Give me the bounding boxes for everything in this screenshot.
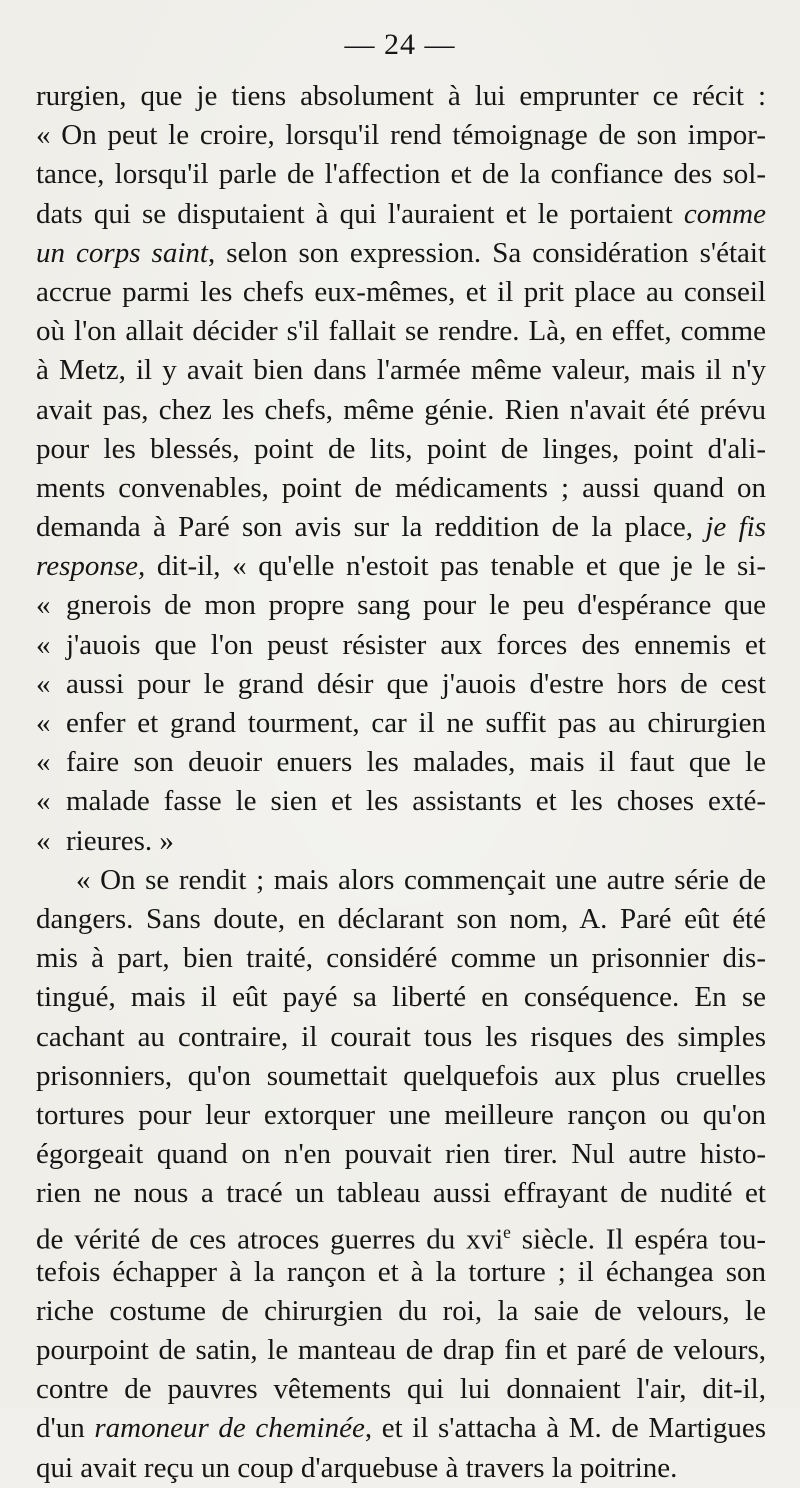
quote-mark: « bbox=[36, 628, 51, 661]
line-text: prisonniers, qu'on soumettait quelquefois aux plus cruelles bbox=[36, 1059, 766, 1092]
text-line bbox=[36, 1449, 766, 1488]
line-text: pourpoint de satin, le manteau de drap fin et paré de velours, bbox=[36, 1334, 766, 1366]
line-text: tortures pour leur extorquer une meilleure rançon ou qu'on bbox=[36, 1098, 766, 1131]
quote-mark: « bbox=[36, 589, 51, 622]
text-line bbox=[36, 1331, 766, 1370]
quote-mark: « bbox=[36, 707, 51, 739]
text-line bbox=[36, 155, 766, 194]
line-text: « On peut le croire, lorsqu'il rend témoignage de son impor- bbox=[36, 119, 766, 152]
line-text: ments convenables, point de médicaments ; aussi quand on bbox=[36, 471, 766, 504]
text-line bbox=[36, 861, 766, 900]
line-text: dats qui se disputaient à qui l'auraient et le portaient bbox=[36, 197, 684, 230]
line-text: enfer et grand tourment, car il ne suffit pas au chirurgien bbox=[66, 707, 766, 739]
line-text: , et il s'attacha à M. de Martigues bbox=[364, 1412, 766, 1445]
text-line bbox=[36, 978, 766, 1017]
text-line bbox=[36, 77, 766, 116]
line-text: rieures. » bbox=[66, 824, 174, 857]
text-line bbox=[36, 195, 766, 234]
text-line bbox=[36, 1370, 766, 1409]
text-line bbox=[36, 626, 766, 665]
line-text: malade fasse le sien et les assistants et les choses exté- bbox=[66, 785, 766, 818]
line-text: pour les blessés, point de lits, point de linges, point d'ali- bbox=[36, 432, 766, 465]
text-line bbox=[36, 1018, 766, 1057]
text-line bbox=[36, 939, 766, 978]
line-text: siècle. Il espéra tou- bbox=[510, 1224, 766, 1257]
line-text: aussi pour le grand désir que j'auois d'estre hors de cest bbox=[66, 667, 766, 700]
text-line bbox=[36, 1409, 766, 1448]
line-text: gnerois de mon propre sang pour le peu d'espérance que bbox=[66, 589, 766, 622]
line-text: contre de pauvres vêtements qui lui donnaient l'air, dit-il, bbox=[36, 1373, 766, 1406]
text-line bbox=[36, 822, 766, 861]
line-text: tingué, mais il eût payé sa liberté en conséquence. En se bbox=[36, 981, 766, 1014]
text-line bbox=[36, 351, 766, 390]
line-text: accrue parmi les chefs eux-mêmes, et il prit place au conseil bbox=[36, 275, 766, 308]
line-text: à Metz, il y avait bien dans l'armée même valeur, mais il n'y bbox=[36, 354, 766, 387]
text-line bbox=[36, 469, 766, 508]
page-number: — 24 — bbox=[344, 28, 456, 61]
superscript: e bbox=[503, 1222, 511, 1243]
text-line bbox=[36, 430, 766, 469]
text-line bbox=[36, 234, 766, 273]
quote-mark: « bbox=[36, 667, 51, 700]
line-text: « On se rendit ; mais alors commençait une autre série de bbox=[76, 863, 766, 896]
line-text: j'auois que l'on peust résister aux forces des ennemis et bbox=[66, 628, 766, 661]
text-line bbox=[36, 1174, 766, 1213]
text-line bbox=[36, 1292, 766, 1331]
line-text: , selon son expression. Sa considération s'était bbox=[207, 236, 767, 269]
line-text: demanda à Paré son avis sur la reddition de la place, bbox=[36, 511, 706, 544]
line-text: dit-il, « qu'elle n'estoit pas tenable et que je le si- bbox=[145, 550, 766, 583]
text-line bbox=[36, 508, 766, 547]
text-line bbox=[36, 1135, 766, 1174]
text-line bbox=[36, 665, 766, 704]
line-text: faire son deuoir enuers les malades, mais il faut que le bbox=[66, 746, 766, 779]
text-line bbox=[36, 900, 766, 939]
line-text: mis à part, bien traité, considéré comme un prisonnier dis- bbox=[36, 942, 766, 975]
text-line bbox=[36, 116, 766, 155]
line-text: qui avait reçu un coup d'arquebuse à travers la poitrine. bbox=[36, 1451, 678, 1484]
italic-text: ramoneur de cheminée bbox=[94, 1412, 365, 1445]
text-line bbox=[36, 1213, 766, 1257]
text-line bbox=[36, 391, 766, 430]
text-line bbox=[36, 743, 766, 782]
text-line bbox=[36, 273, 766, 312]
text-line bbox=[36, 1096, 766, 1135]
line-text: cachant au contraire, il courait tous les risques des simples bbox=[36, 1020, 766, 1053]
text-line bbox=[36, 547, 766, 586]
line-text: d'un bbox=[36, 1412, 95, 1445]
line-text: rurgien, que je tiens absolument à lui emprunter ce récit : bbox=[36, 80, 766, 112]
quote-mark: « bbox=[36, 746, 51, 779]
text-line bbox=[36, 1253, 766, 1292]
italic-text: un corps saint bbox=[36, 236, 208, 269]
text-line bbox=[36, 782, 766, 821]
line-text: riche costume de chirurgien du roi, la saie de velours, le bbox=[36, 1294, 766, 1327]
italic-text: comme bbox=[683, 197, 766, 230]
text-line bbox=[36, 586, 766, 625]
text-line bbox=[36, 312, 766, 351]
quote-mark: « bbox=[36, 785, 51, 818]
line-text: tance, lorsqu'il parle de l'affection et de la confiance des sol- bbox=[36, 158, 766, 191]
line-text: égorgeait quand on n'en pouvait rien tirer. Nul autre histo- bbox=[36, 1138, 766, 1171]
text-line bbox=[36, 704, 766, 743]
line-text: où l'on allait décider s'il fallait se rendre. Là, en effet, comme bbox=[36, 315, 766, 348]
quote-mark: « bbox=[36, 824, 51, 857]
italic-text: je fis bbox=[705, 511, 766, 544]
text-line bbox=[36, 1057, 766, 1096]
line-text: tefois échapper à la rançon et à la torture ; il échangea son bbox=[36, 1255, 766, 1288]
italic-text: response, bbox=[36, 550, 146, 583]
line-text: avait pas, chez les chefs, même génie. Rien n'avait été prévu bbox=[36, 393, 766, 426]
body-text bbox=[36, 77, 766, 1488]
line-text: rien ne nous a tracé un tableau aussi effrayant de nudité et bbox=[36, 1177, 766, 1210]
line-text: de vérité de ces atroces guerres du xvi bbox=[36, 1224, 504, 1257]
line-text: dangers. Sans doute, en déclarant son nom, A. Paré eût été bbox=[36, 902, 766, 935]
